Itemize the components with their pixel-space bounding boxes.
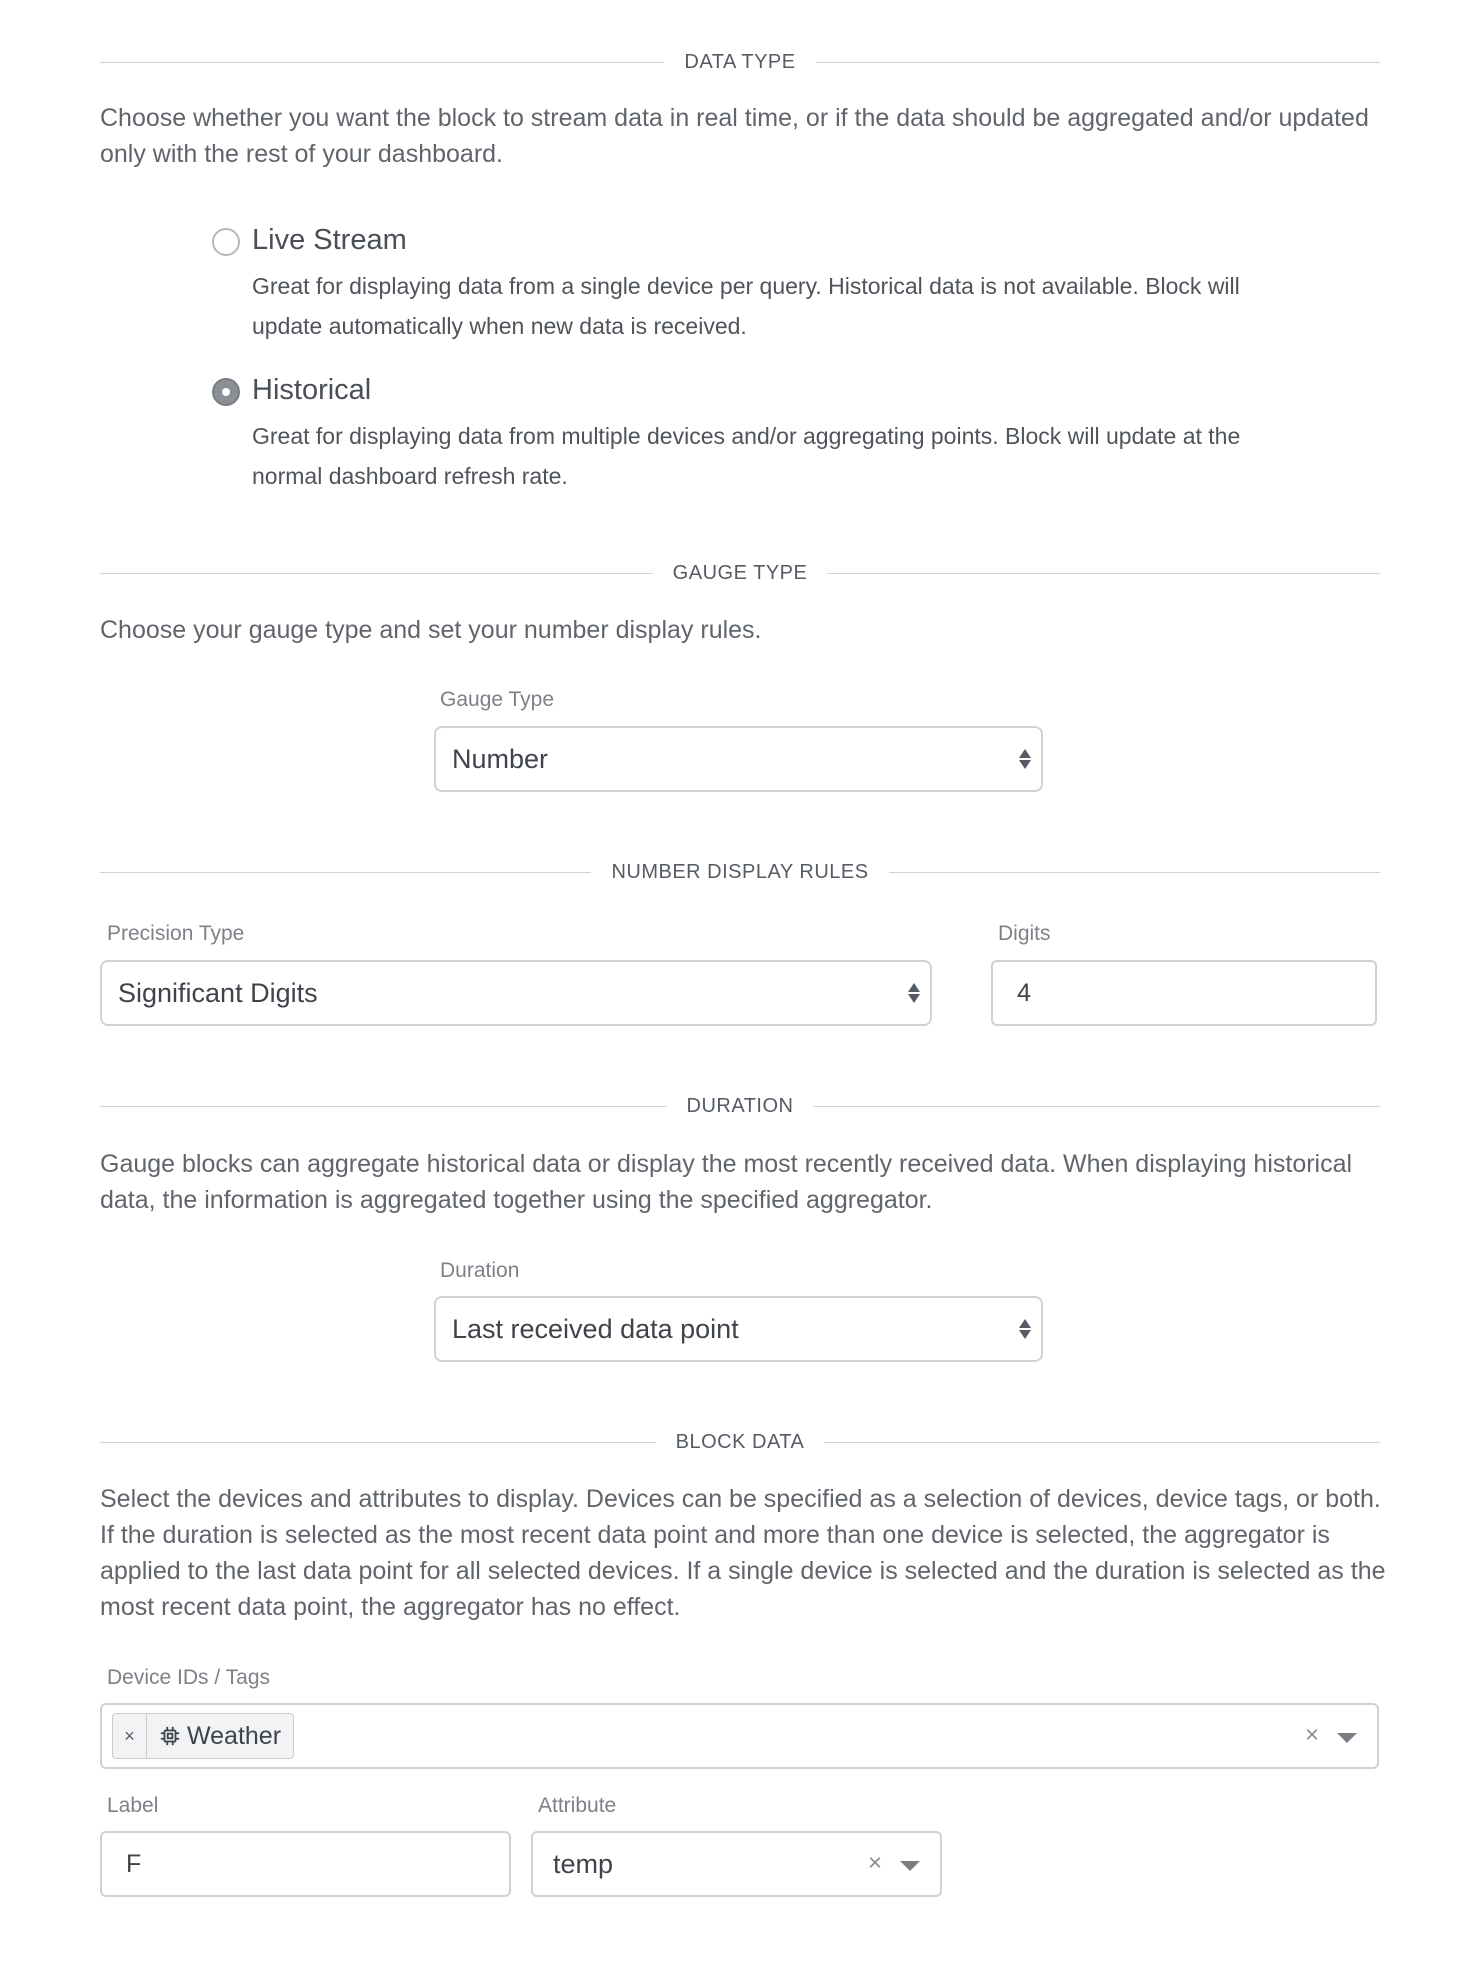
device-tag-chip [112, 1713, 294, 1759]
digits-label: Digits [998, 922, 1051, 945]
attribute-select[interactable] [531, 1831, 942, 1897]
label-input[interactable]: F [100, 1831, 511, 1897]
label-field-label: Label [107, 1794, 159, 1817]
gauge-type-value: Number [452, 743, 549, 774]
data-type-divider [100, 50, 1380, 74]
section-title-data-type: DATA TYPE [684, 50, 796, 73]
device-ids-tags-select[interactable] [100, 1703, 1379, 1769]
section-title-duration: DURATION [686, 1094, 794, 1117]
attribute-value: temp [553, 1848, 614, 1879]
number-display-rules-divider [100, 860, 1380, 884]
device-ids-tags-label: Device IDs / Tags [107, 1666, 271, 1689]
gauge-type-select[interactable] [434, 726, 1043, 792]
historical-description: Great for displaying data from multiple devices and/or aggregating points. Block will update at the normal dashboard refresh rate. [252, 423, 1241, 489]
select-arrows-icon [1019, 1319, 1031, 1339]
section-title-block-data: BLOCK DATA [675, 1430, 805, 1453]
live-stream-description: Great for displaying data from a single device per query. Historical data is not available. Block will update automatically when new data is received. [252, 273, 1240, 339]
select-arrows-icon [1019, 749, 1031, 769]
select-arrows-icon [908, 983, 920, 1003]
chip-icon [159, 1725, 181, 1747]
duration-divider [100, 1094, 1380, 1118]
tag-remove-icon[interactable]: × [113, 1714, 147, 1758]
data-type-description: Choose whether you want the block to stream data in real time, or if the data should be aggregated and/or updated only with the rest of your dashboard. [100, 104, 1369, 168]
section-title-number-display-rules: NUMBER DISPLAY RULES [611, 860, 869, 883]
precision-type-label: Precision Type [107, 922, 245, 945]
block-data-description: Select the devices and attributes to display. Devices can be specified as a selection of devices, device tags, or both. If the duration is selected as the most recent data point and more than one device is selected, the aggregator is applied to the last data point for all selected devices. If a single device is selected and the duration is selected as the most recent data point, the aggregator has no effect. [100, 1485, 1386, 1621]
historical-label[interactable]: Historical [252, 374, 372, 406]
chevron-down-icon[interactable] [900, 1861, 920, 1871]
duration-select[interactable] [434, 1296, 1043, 1362]
block-data-divider [100, 1430, 1380, 1454]
duration-value: Last received data point [452, 1313, 739, 1344]
live-stream-radio-button[interactable] [212, 228, 240, 256]
duration-description: Gauge blocks can aggregate historical data or display the most recently received data. When displaying historical data, the information is aggregated together using the specified aggregator. [100, 1150, 1353, 1214]
clear-attribute-icon[interactable]: × [867, 1849, 882, 1877]
gauge-type-label: Gauge Type [440, 688, 555, 711]
digits-input[interactable]: 4 [991, 960, 1377, 1026]
historical-radio-button[interactable] [212, 378, 240, 406]
clear-devices-icon[interactable]: × [1304, 1721, 1319, 1749]
attribute-label: Attribute [538, 1794, 617, 1817]
chevron-down-icon[interactable] [1337, 1733, 1357, 1743]
duration-label: Duration [440, 1259, 520, 1282]
precision-type-value: Significant Digits [118, 977, 318, 1008]
device-tag-label: Weather [187, 1721, 282, 1750]
gauge-type-divider [100, 561, 1380, 585]
live-stream-label[interactable]: Live Stream [252, 224, 407, 256]
gauge-type-description: Choose your gauge type and set your number display rules. [100, 616, 762, 644]
precision-type-select[interactable] [100, 960, 932, 1026]
section-title-gauge-type: GAUGE TYPE [672, 561, 808, 584]
